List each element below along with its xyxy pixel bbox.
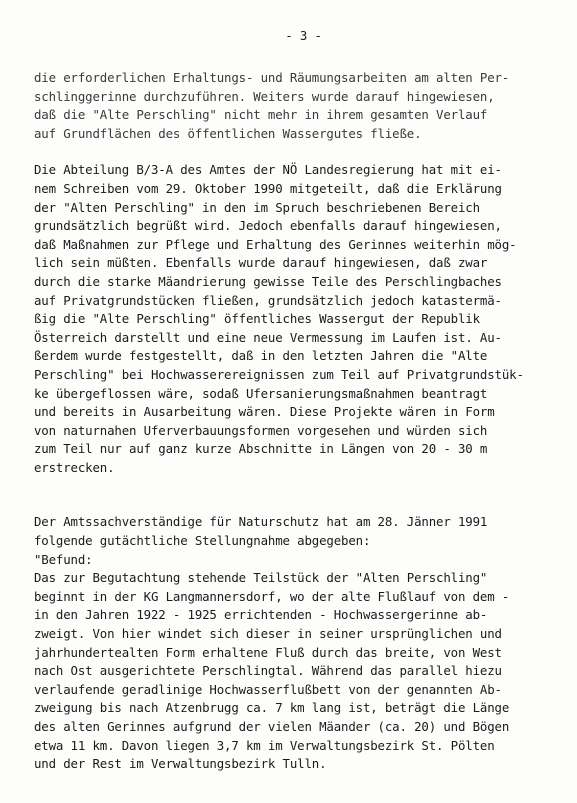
text-line: zweigung bis nach Atzenbrugg ca. 7 km lang ist, beträgt die Länge	[34, 700, 510, 716]
text-line: ßerdem wurde festgestellt, daß in den letzten Jahren die "Alte	[34, 348, 488, 364]
text-line: Das zur Begutachtung stehende Teilstück der "Alten Perschling"	[34, 570, 488, 586]
text-line: daß Maßnahmen zur Pflege und Erhaltung des Gerinnes weiterhin mög-	[34, 236, 517, 252]
text-line: ke übergeflossen wäre, sodaß Ufersanierungsmaßnahmen beantragt	[34, 385, 488, 401]
text-line: etwa 11 km. Davon liegen 3,7 km im Verwaltungsbezirk St. Pölten	[34, 737, 495, 753]
paragraph-2	[34, 161, 554, 477]
text-line: schlinggerinne durchzuführen. Weiters wurde darauf hingewiesen,	[34, 88, 495, 104]
text-line: Perschling" bei Hochwasserereignissen zum Teil auf Privatgrundstük-	[34, 366, 524, 382]
text-line: Der Amtssachverständige für Naturschutz hat am 28. Jänner 1991	[34, 514, 488, 530]
text-line: der "Alten Perschling" in den im Spruch beschriebenen Bereich	[34, 199, 480, 215]
paragraph-1	[34, 69, 554, 143]
text-line: folgende gutächtliche Stellungnahme abgegeben:	[34, 533, 371, 549]
text-line: nem Schreiben vom 29. Oktober 1990 mitgeteilt, daß die Erklärung	[34, 180, 502, 196]
text-line: jahrhundertealten Form erhaltene Fluß durch das breite, von West	[34, 644, 502, 660]
text-line: und bereits in Ausarbeitung wären. Diese Projekte wären in Form	[34, 404, 495, 420]
text-line: lich sein müßten. Ebenfalls wurde darauf hingewiesen, daß zwar	[34, 255, 488, 271]
document-body	[34, 69, 554, 774]
text-line: grundsätzlich begrüßt wird. Jedoch ebenfalls darauf hingewiesen,	[34, 218, 502, 234]
text-line: auf Privatgrundstücken fließen, grundsätzlich jedoch katastermä-	[34, 292, 502, 308]
text-line: beginnt in der KG Langmannersdorf, wo der alte Flußlauf von dem -	[34, 588, 510, 604]
text-line: durch die starke Mäandrierung gewisse Teile des Perschlingbaches	[34, 273, 502, 289]
text-line: Die Abteilung B/3-A des Amtes der NÖ Landesregierung hat mit ei-	[34, 162, 502, 178]
text-line: des alten Gerinnes aufgrund der vielen Mäander (ca. 20) und Bögen	[34, 719, 510, 734]
text-line: erstrecken.	[34, 459, 115, 475]
text-line: nach Ost ausgerichtete Perschlingtal. Während das parallel hiezu	[34, 663, 502, 679]
text-line: auf Grundflächen des öffentlichen Wassergutes fließe.	[34, 125, 422, 141]
paragraph-3	[34, 513, 554, 773]
text-line: daß die "Alte Perschling" nicht mehr in ihrem gesamten Verlauf	[34, 107, 488, 123]
text-line: von naturnahen Uferverbauungsformen vorgesehen und würden sich	[34, 422, 488, 438]
text-line: "Befund:	[34, 551, 93, 567]
text-line: in den Jahren 1922 - 1925 errichtenden - Hochwassergerinne ab-	[34, 607, 488, 623]
text-line: verlaufende geradlinige Hochwasserflußbett von der genannten Ab-	[34, 681, 502, 697]
paragraph-spacer	[34, 477, 554, 513]
text-line: Österreich darstellt und eine neue Vermessung im Laufen ist. Au-	[34, 329, 502, 345]
text-line: zum Teil nur auf ganz kurze Abschnitte in Längen von 20 - 30 m	[34, 441, 488, 457]
text-line: die erforderlichen Erhaltungs- und Räumungsarbeiten am alten Per-	[34, 70, 510, 85]
page-number: - 3 -	[285, 28, 322, 43]
text-line: und der Rest im Verwaltungsbezirk Tulln.	[34, 756, 327, 772]
text-line: zweigt. Von hier windet sich dieser in seiner ursprünglichen und	[34, 626, 502, 642]
paragraph-spacer	[34, 143, 554, 161]
text-line: ßig die "Alte Perschling" öffentliches Wassergut der Republik	[34, 311, 480, 327]
